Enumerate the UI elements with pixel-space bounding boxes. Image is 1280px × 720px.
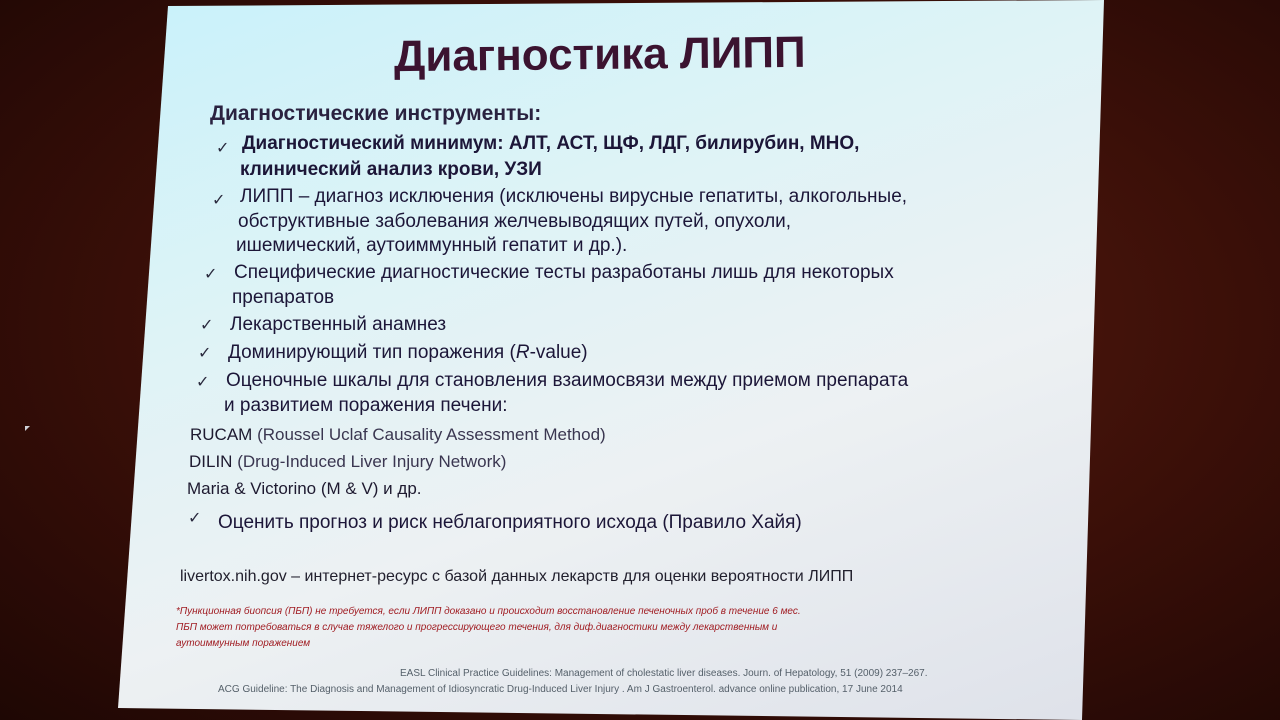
check-icon: ✓	[196, 374, 210, 391]
scale-rucam-full: (Roussel Uclaf Causality Assessment Method)	[257, 425, 606, 444]
scale-dilin-full: (Drug-Induced Liver Injury Network)	[237, 452, 507, 471]
check-icon: ✓	[198, 345, 212, 362]
bullet-exclusion-line2: обструктивные заболевания желчевыводящих путей, опухоли,	[238, 211, 792, 232]
livertox-note: livertox.nih.gov – интернет-ресурс с базой данных лекарств для оценки вероятности ЛИПП	[180, 568, 854, 585]
bullet-damage-type-rest: -value)	[529, 342, 588, 363]
bullet-scales-line2: и развитием поражения печени:	[224, 395, 508, 416]
bullet-specific-tests-line2: препаратов	[232, 287, 335, 308]
footnote-line2: ПБП может потребоваться в случае тяжелого и прогрессирующего течения, для диф.диагностики между лекарственным и	[176, 622, 778, 633]
bullet-exclusion-line1: ЛИПП – диагноз исключения (исключены вирусные гепатиты, алкогольные,	[240, 186, 908, 207]
bullet-anamnesis: Лекарственный анамнез	[230, 314, 447, 335]
bullet-damage-type	[228, 342, 588, 364]
bullet-scales-line1: Оценочные шкалы для становления взаимосвязи между приемом препарата	[226, 370, 909, 391]
scale-dilin-abbr: DILIN	[189, 452, 233, 471]
check-icon: ✓	[200, 317, 214, 334]
bullet-prognosis: Оценить прогноз и риск неблагоприятного исхода (Правило Хайя)	[218, 512, 802, 533]
bullet-min-line2: клинический анализ крови, УЗИ	[240, 159, 542, 180]
check-icon: ✓	[212, 192, 226, 209]
scale-rucam-abbr: RUCAM	[190, 425, 253, 444]
footnote-line1: *Пункционная биопсия (ПБП) не требуется, если ЛИПП доказано и происходит восстановление печеночных проб в течение 6 мес.	[176, 606, 801, 617]
section-heading: Диагностические инструменты:	[210, 102, 542, 125]
bullet-damage-type-text: Доминирующий тип поражения (	[228, 342, 516, 363]
check-icon: ✓	[216, 140, 230, 157]
bullet-min-line1: Диагностический минимум: АЛТ, АСТ, ЩФ, ЛДГ, билирубин, МНО,	[242, 133, 860, 154]
reference-acg: ACG Guideline: The Diagnosis and Management of Idiosyncratic Drug-Induced Liver Injury . Am J Gastroenterol. advance online publication, 17 June 2014	[218, 684, 903, 695]
r-italic: R	[515, 342, 530, 363]
footnote-line3: аутоиммунным поражением	[176, 638, 311, 649]
slide-title: Диагностика ЛИПП	[393, 27, 806, 82]
mouse-pointer	[25, 426, 30, 431]
bullet-specific-tests-line1: Специфические диагностические тесты разработаны лишь для некоторых	[234, 262, 894, 283]
reference-easl: EASL Clinical Practice Guidelines: Management of cholestatic liver diseases. Journ. of Hepatology, 51 (2009) 237–267.	[400, 668, 928, 679]
scale-dilin	[189, 452, 506, 472]
scale-rucam	[190, 425, 606, 445]
check-icon: ✓	[188, 510, 202, 527]
scale-mv: Maria & Victorino (M & V) и др.	[187, 479, 422, 498]
bullet-exclusion-line3: ишемический, аутоиммунный гепатит и др.).	[236, 235, 628, 256]
check-icon: ✓	[204, 266, 218, 283]
